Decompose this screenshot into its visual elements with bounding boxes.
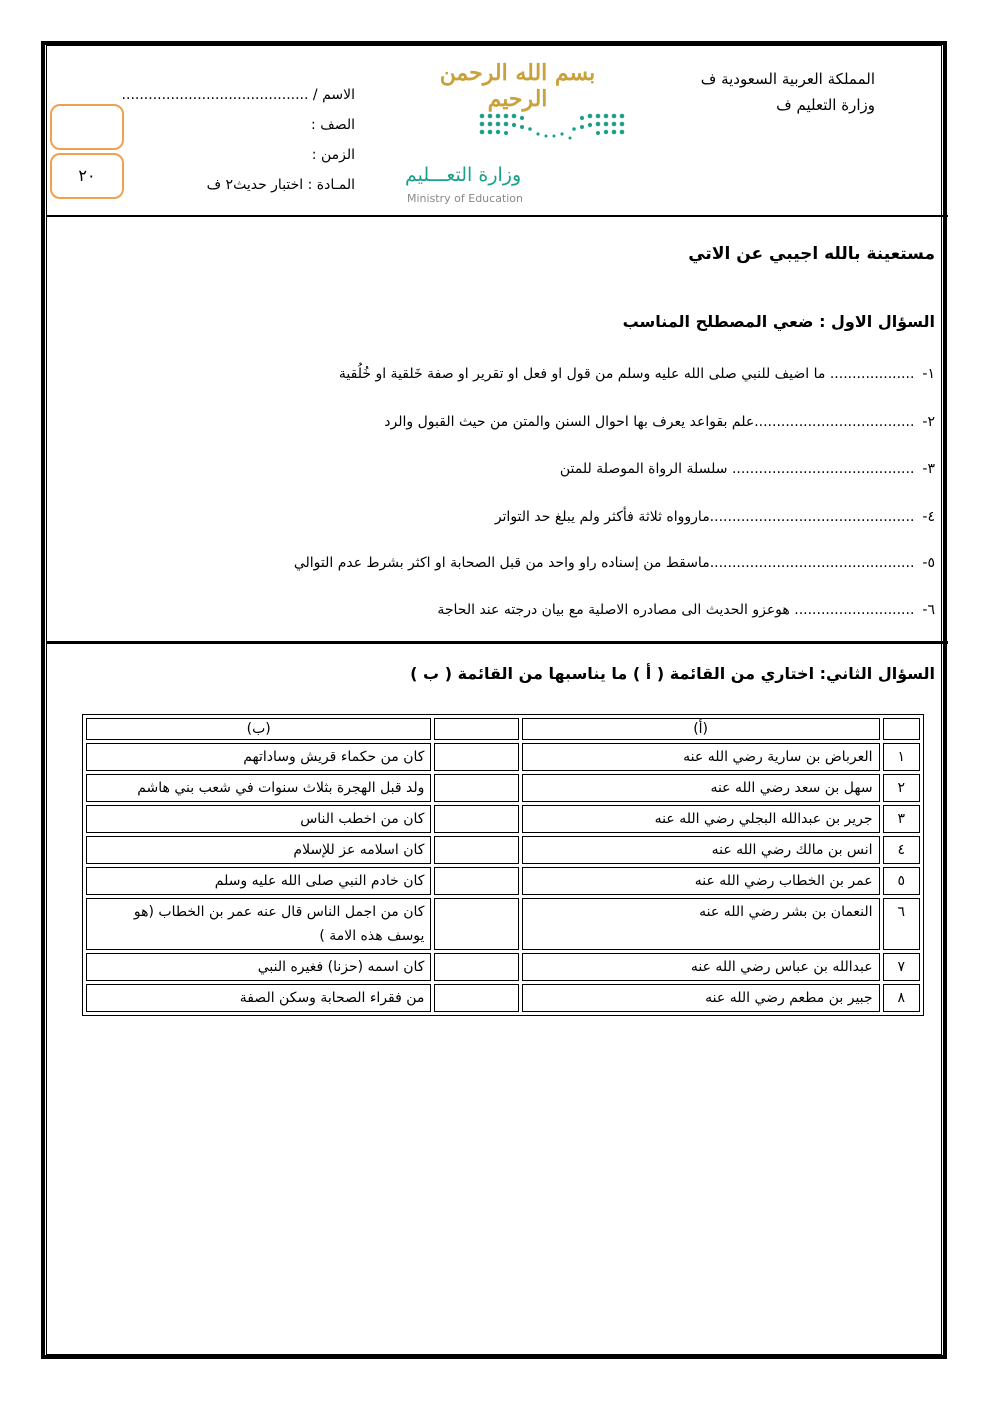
basmala-calligraphy: بسم الله الرحمن الرحيم <box>439 60 596 112</box>
row-col-b: كان من اخطب الناس <box>86 805 431 833</box>
name-field[interactable]: الاسم / .......................................... <box>121 87 355 103</box>
answer-cell[interactable] <box>434 953 518 981</box>
answer-cell[interactable] <box>434 743 518 771</box>
subject-field: المـادة : اختبار حديث٢ ف <box>206 177 355 193</box>
row-col-a: جرير بن عبدالله البجلي رضي الله عنه <box>522 805 880 833</box>
table-row <box>86 836 920 864</box>
header-answer-cell <box>434 718 518 740</box>
answer-cell[interactable] <box>434 898 518 950</box>
instructions: مستعينة بالله اجيبي عن الاتي <box>688 244 935 264</box>
table-row <box>86 805 920 833</box>
q1-item-text[interactable]: ..............................................ماروواه ثلاثة فأكثر ولم يبلغ حد التواتر <box>494 509 915 525</box>
row-number: ٨ <box>883 984 920 1012</box>
table-row <box>86 743 920 771</box>
table-row <box>86 984 920 1012</box>
row-number: ٢ <box>883 774 920 802</box>
row-col-a: عمر بن الخطاب رضي الله عنه <box>522 867 880 895</box>
header-col-b: (ب) <box>86 718 431 740</box>
row-number: ٧ <box>883 953 920 981</box>
table-row <box>86 867 920 895</box>
score-total-box: ٢٠ <box>50 153 124 199</box>
answer-cell[interactable] <box>434 805 518 833</box>
table-header-row <box>86 718 920 740</box>
student-info <box>95 80 355 200</box>
row-col-b: كان من اجمل الناس قال عنه عمر بن الخطاب (هو يوسف هذه الامة ) <box>86 898 431 950</box>
ministry-name: وزارة التعليم ف <box>776 96 875 114</box>
q1-item-text[interactable]: ......................................... سلسلة الرواة الموصلة للمتن <box>559 461 915 477</box>
row-col-a: العرباض بن سارية رضي الله عنه <box>522 743 880 771</box>
page-frame-inner <box>46 45 942 1355</box>
row-col-a: سهل بن سعد رضي الله عنه <box>522 774 880 802</box>
row-col-a: انس بن مالك رضي الله عنه <box>522 836 880 864</box>
q1-item-text[interactable]: ........................... هوعزو الحديث الى مصادره الاصلية مع بيان درجته عند الحاجة <box>437 602 915 618</box>
header-org <box>625 66 875 118</box>
row-number: ٥ <box>883 867 920 895</box>
q1-item-number: ٢- <box>922 414 935 430</box>
q1-item-text[interactable]: ..............................................ماسقط من إسناده راو واحد من قبل الصحابة او اكثر بشرط عدم التوالي <box>293 555 915 571</box>
q1-item <box>495 509 935 525</box>
header-col-a: (أ) <box>522 718 880 740</box>
answer-cell[interactable] <box>434 867 518 895</box>
section-divider <box>46 641 948 644</box>
ministry-logo-english: Ministry of Education <box>407 192 524 205</box>
row-col-a: جبير بن مطعم رضي الله عنه <box>522 984 880 1012</box>
answer-cell[interactable] <box>434 774 518 802</box>
q1-item-number: ٣- <box>922 461 935 477</box>
q1-item <box>384 414 935 430</box>
answer-cell[interactable] <box>434 836 518 864</box>
q1-item-number: ٤- <box>922 509 935 525</box>
score-obtained-box[interactable] <box>50 104 124 150</box>
q1-item <box>339 366 935 382</box>
header-divider <box>46 215 948 217</box>
country-name: المملكة العربية السعودية ف <box>700 70 875 88</box>
table-row <box>86 898 920 950</box>
table-row <box>86 953 920 981</box>
row-col-b: ولد قبل الهجرة بثلاث سنوات في شعب بني هاشم <box>86 774 431 802</box>
header-num-cell <box>883 718 920 740</box>
ministry-logo-arabic: وزارة التعـــليم <box>405 164 522 186</box>
q1-item-text[interactable]: ................... ما اضيف للنبي صلى الله عليه وسلم من قول او فعل او تقرير او صفة خَلقية او خُلُقية <box>338 366 915 382</box>
q1-item <box>437 602 935 618</box>
ministry-logo-dots-icon <box>478 110 626 144</box>
time-field[interactable]: الزمن : <box>311 147 355 163</box>
q1-item-number: ٥- <box>922 555 935 571</box>
row-col-b: كان اسلامه عز للإسلام <box>86 836 431 864</box>
row-col-b: كان اسمه (حزنا) فغيره النبي <box>86 953 431 981</box>
class-field[interactable]: الصف : <box>311 117 355 133</box>
row-col-b: كان خادم النبي صلى الله عليه وسلم <box>86 867 431 895</box>
row-number: ٦ <box>883 898 920 950</box>
row-col-b: من فقراء الصحابة وسكن الصفة <box>86 984 431 1012</box>
q1-item <box>560 461 935 477</box>
matching-table <box>82 714 924 1016</box>
row-col-a: النعمان بن بشر رضي الله عنه <box>522 898 880 950</box>
row-col-a: عبدالله بن عباس رضي الله عنه <box>522 953 880 981</box>
q1-item-text[interactable]: ....................................علم بقواعد يعرف بها احوال السنن والمتن من حيث القبول والرد <box>384 414 915 430</box>
answer-cell[interactable] <box>434 984 518 1012</box>
q1-item-number: ١- <box>922 366 935 382</box>
q1-item <box>294 555 935 571</box>
q1-item-number: ٦- <box>922 602 935 618</box>
table-row <box>86 774 920 802</box>
row-number: ١ <box>883 743 920 771</box>
row-number: ٤ <box>883 836 920 864</box>
row-col-b: كان من حكماء قريش وساداتهم <box>86 743 431 771</box>
question2-title: السؤال الثاني: اختاري من القائمة ( أ ) ما يناسبها من القائمة ( ب ) <box>410 664 935 683</box>
row-number: ٣ <box>883 805 920 833</box>
question1-title: السؤال الاول : ضعي المصطلح المناسب <box>622 312 935 331</box>
